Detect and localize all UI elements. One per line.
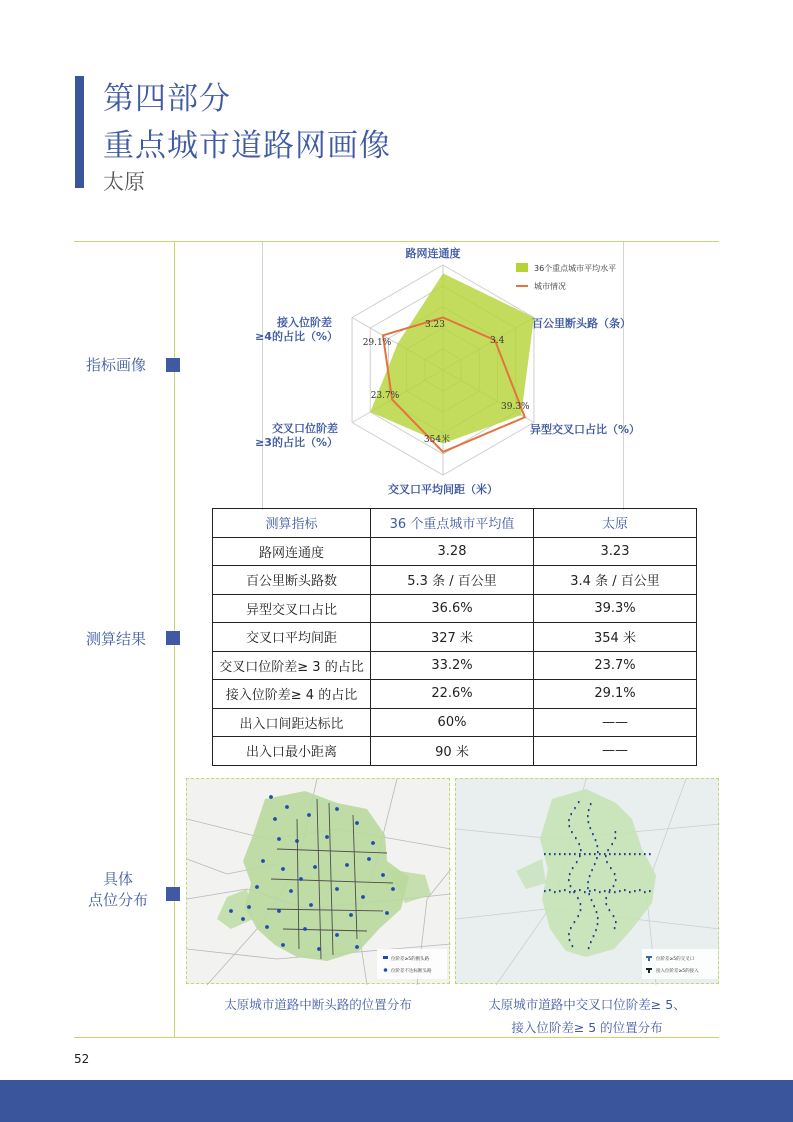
map-deadend-marker bbox=[345, 863, 349, 867]
map-intersection-marker bbox=[589, 875, 591, 877]
map-intersection-marker bbox=[609, 891, 611, 893]
map-deadend-marker bbox=[261, 859, 265, 863]
radar-axis-label-irregular: 异型交叉口占比（%） bbox=[530, 423, 641, 436]
map-intersection-marker bbox=[579, 889, 581, 891]
radar-axis-label-access-line1: 接入位阶差 bbox=[277, 316, 332, 329]
section-marker-indicator bbox=[166, 358, 180, 372]
map-intersection-marker bbox=[588, 809, 590, 811]
map-intersection-marker bbox=[590, 827, 592, 829]
map-deadend-marker bbox=[355, 821, 359, 825]
map-deadend-marker bbox=[285, 805, 289, 809]
radar-data-label: 39.3% bbox=[501, 402, 530, 412]
table-row bbox=[213, 623, 697, 652]
map-intersection-marker bbox=[595, 839, 597, 841]
table-row bbox=[213, 651, 697, 680]
map-intersection-marker bbox=[604, 890, 606, 892]
map-right-legend-2: 接入位阶差≥5的接入 bbox=[656, 969, 699, 974]
map-intersection-marker bbox=[614, 927, 616, 929]
table-cell: 路网连通度 bbox=[213, 537, 371, 566]
map-right-legend-1: 位阶差≥5的交叉口 bbox=[656, 957, 695, 962]
map-intersection-marker bbox=[559, 853, 561, 855]
map-deadend-marker bbox=[361, 895, 365, 899]
table-cell: 327 米 bbox=[371, 623, 534, 652]
map-deadend-marker bbox=[391, 887, 395, 891]
section-label-distribution bbox=[86, 868, 150, 910]
map-intersection-marker bbox=[574, 890, 576, 892]
map-intersection-marker bbox=[611, 843, 613, 845]
map-deadend-roads-image bbox=[187, 779, 451, 985]
map-intersection-marker bbox=[595, 929, 597, 931]
map-intersection-marker bbox=[609, 853, 611, 855]
page-title: 重点城市道路网画像 bbox=[103, 128, 391, 164]
radar-data-label: 3.23 bbox=[424, 320, 446, 330]
map-deadend-marker bbox=[229, 909, 233, 913]
map-intersection-marker bbox=[590, 803, 592, 805]
table-row bbox=[213, 680, 697, 709]
metrics-table bbox=[212, 508, 697, 766]
map-deadend-marker bbox=[313, 865, 317, 869]
map-intersection-marker bbox=[575, 837, 577, 839]
map-intersection-marker bbox=[574, 921, 576, 923]
map-intersection-marker bbox=[588, 893, 590, 895]
map-intersection-marker bbox=[619, 890, 621, 892]
table-header-row bbox=[213, 509, 697, 538]
radar-axis-label-access-line2: ≥4的占比（%） bbox=[255, 330, 338, 343]
map-deadend-marker bbox=[295, 839, 299, 843]
table-row bbox=[213, 737, 697, 766]
map-intersection-marker bbox=[649, 890, 651, 892]
table-cell: 3.28 bbox=[371, 537, 534, 566]
radar-data-label: 23.7% bbox=[370, 391, 400, 401]
map-intersection-marker bbox=[580, 849, 582, 851]
map-intersection-marker bbox=[580, 903, 582, 905]
radar-data-label: 29.1% bbox=[362, 338, 392, 348]
map-intersection-grade bbox=[455, 778, 719, 984]
radar-axis-label-connectivity: 路网连通度 bbox=[405, 247, 461, 260]
section-label-distribution-line1: 具体 bbox=[102, 870, 133, 888]
table-cell: 23.7% bbox=[534, 651, 697, 680]
map-deadend-marker bbox=[335, 887, 339, 891]
map-intersection-marker bbox=[591, 899, 593, 901]
table-header-cell: 36 个重点城市平均值 bbox=[371, 509, 534, 538]
map-deadend-marker bbox=[349, 913, 353, 917]
legend-label-city: 城市情况 bbox=[534, 282, 566, 291]
radar-data-label: 3.4 bbox=[490, 336, 505, 346]
map-intersection-marker bbox=[624, 853, 626, 855]
map-deadend-marker bbox=[367, 857, 371, 861]
map-intersection-marker bbox=[589, 890, 591, 892]
table-cell: 5.3 条 / 百公里 bbox=[371, 566, 534, 595]
map-intersection-marker bbox=[605, 897, 607, 899]
table-cell: 36.6% bbox=[371, 594, 534, 623]
map-deadend-marker bbox=[269, 795, 273, 799]
map-intersection-marker bbox=[634, 890, 636, 892]
table-cell: 百公里断头路数 bbox=[213, 566, 371, 595]
table-cell: 354 米 bbox=[534, 623, 697, 652]
map-intersection-marker bbox=[605, 855, 607, 857]
map-intersection-marker bbox=[576, 861, 578, 863]
table-cell: 33.2% bbox=[371, 651, 534, 680]
map-deadend-marker bbox=[265, 925, 269, 929]
table-row bbox=[213, 566, 697, 595]
map-intersection-marker bbox=[607, 849, 609, 851]
map-intersection-marker bbox=[579, 855, 581, 857]
map-intersection-marker bbox=[577, 915, 579, 917]
map-intersection-marker bbox=[572, 867, 574, 869]
map-deadend-marker bbox=[281, 943, 285, 947]
map-deadend-marker bbox=[355, 945, 359, 949]
radar-chart bbox=[255, 242, 641, 510]
table-cell: 异型交叉口占比 bbox=[213, 594, 371, 623]
map-intersection-marker bbox=[572, 945, 574, 947]
map-intersection-marker bbox=[554, 853, 556, 855]
map-intersection-marker bbox=[597, 845, 599, 847]
map-intersection-marker bbox=[580, 909, 582, 911]
table-cell: 出入口间距达标比 bbox=[213, 708, 371, 737]
map-intersection-marker bbox=[590, 941, 592, 943]
map-intersection-marker bbox=[615, 921, 617, 923]
radar-data-label: 354米 bbox=[423, 435, 451, 445]
map-intersection-marker bbox=[596, 857, 598, 859]
radar-series-average bbox=[370, 273, 534, 443]
map-intersection-marker bbox=[569, 853, 571, 855]
map-intersection-marker bbox=[619, 853, 621, 855]
table-cell: 出入口最小距离 bbox=[213, 737, 371, 766]
map-intersection-marker bbox=[564, 889, 566, 891]
map-intersection-marker bbox=[578, 843, 580, 845]
map-intersection-grade-image bbox=[456, 779, 720, 985]
map-intersection-marker bbox=[615, 831, 617, 833]
table-cell: —— bbox=[534, 737, 697, 766]
map-deadend-marker bbox=[317, 947, 321, 951]
map-deadend-marker bbox=[385, 911, 389, 915]
map-intersection-marker bbox=[574, 853, 576, 855]
map-intersection-marker bbox=[613, 915, 615, 917]
map-intersection-marker bbox=[604, 853, 606, 855]
section-label-result: 测算结果 bbox=[86, 630, 147, 648]
map-intersection-marker bbox=[634, 853, 636, 855]
table-cell: 3.23 bbox=[534, 537, 697, 566]
map-intersection-marker bbox=[570, 813, 572, 815]
map-deadend-marker bbox=[277, 837, 281, 841]
map-intersection-marker bbox=[597, 923, 599, 925]
radar-axis-label-intersection-line1: 交叉口位阶差 bbox=[272, 422, 338, 435]
map-intersection-marker bbox=[589, 853, 591, 855]
section-marker-distribution bbox=[166, 887, 180, 901]
map-intersection-marker bbox=[593, 905, 595, 907]
table-cell: 90 米 bbox=[371, 737, 534, 766]
table-cell: 22.6% bbox=[371, 680, 534, 709]
page-number: 52 bbox=[74, 1052, 90, 1066]
table-cell: 60% bbox=[371, 708, 534, 737]
map-deadend-marker bbox=[281, 867, 285, 871]
map-intersection-marker bbox=[577, 897, 579, 899]
radar-axis-label-deadend: 百公里断头路（条） bbox=[532, 317, 631, 330]
map-intersection-marker bbox=[591, 869, 593, 871]
map-intersection-marker bbox=[615, 837, 617, 839]
map-intersection-marker bbox=[615, 879, 617, 881]
map-intersection-marker bbox=[569, 825, 571, 827]
legend-swatch-average bbox=[516, 263, 528, 272]
map-intersection-marker bbox=[614, 873, 616, 875]
map-deadend-marker bbox=[307, 813, 311, 817]
map-intersection-marker bbox=[639, 889, 641, 891]
section-title: 第四部分 bbox=[103, 81, 231, 117]
map-deadend-roads bbox=[186, 778, 450, 984]
map-intersection-marker bbox=[544, 890, 546, 892]
map-intersection-marker bbox=[599, 853, 601, 855]
table-cell: 3.4 条 / 百公里 bbox=[534, 566, 697, 595]
map-right-caption-line1: 太原城市道路中交叉口位阶差≥ 5、 bbox=[488, 997, 686, 1012]
map-intersection-marker bbox=[597, 917, 599, 919]
map-deadend-marker bbox=[309, 903, 313, 907]
table-row bbox=[213, 594, 697, 623]
map-intersection-marker bbox=[613, 885, 615, 887]
map-intersection-marker bbox=[592, 833, 594, 835]
map-intersection-marker bbox=[614, 853, 616, 855]
table-cell: —— bbox=[534, 708, 697, 737]
title-accent-bar bbox=[75, 76, 84, 188]
map-intersection-marker bbox=[599, 891, 601, 893]
table-cell: 29.1% bbox=[534, 680, 697, 709]
map-intersection-marker bbox=[571, 831, 573, 833]
footer-band bbox=[0, 1080, 793, 1122]
map-intersection-marker bbox=[587, 881, 589, 883]
map-left-legend-1: 位阶差≥5的断头路 bbox=[391, 957, 430, 962]
map-intersection-marker bbox=[569, 873, 571, 875]
map-deadend-marker bbox=[289, 889, 293, 893]
map-intersection-marker bbox=[629, 891, 631, 893]
map-intersection-marker bbox=[579, 853, 581, 855]
map-intersection-marker bbox=[624, 889, 626, 891]
table-cell: 交叉口平均间距 bbox=[213, 623, 371, 652]
table-row bbox=[213, 537, 697, 566]
table-cell: 39.3% bbox=[534, 594, 697, 623]
map-deadend-marker bbox=[277, 909, 281, 913]
map-deadend-marker bbox=[325, 835, 329, 839]
map-intersection-marker bbox=[559, 890, 561, 892]
map-intersection-marker bbox=[569, 891, 571, 893]
map-intersection-marker bbox=[609, 909, 611, 911]
map-intersection-marker bbox=[588, 947, 590, 949]
map-left-legend-2: 位阶差不达标断头路 bbox=[391, 969, 432, 974]
table-cell: 接入位阶差≥ 4 的占比 bbox=[213, 680, 371, 709]
table-row bbox=[213, 708, 697, 737]
map-intersection-marker bbox=[568, 819, 570, 821]
map-intersection-marker bbox=[610, 867, 612, 869]
map-deadend-marker bbox=[381, 873, 385, 877]
map-left-caption: 太原城市道路中断头路的位置分布 bbox=[224, 997, 412, 1012]
map-intersection-marker bbox=[639, 853, 641, 855]
map-intersection-marker bbox=[578, 801, 580, 803]
map-intersection-marker bbox=[644, 853, 646, 855]
table-header-cell: 太原 bbox=[534, 509, 697, 538]
map-intersection-marker bbox=[549, 853, 551, 855]
section-label-distribution-line2: 点位分布 bbox=[87, 891, 148, 909]
map-right-caption-line2: 接入位阶差≥ 5 的位置分布 bbox=[511, 1020, 663, 1035]
map-intersection-marker bbox=[584, 891, 586, 893]
map-intersection-marker bbox=[614, 891, 616, 893]
map-intersection-marker bbox=[588, 821, 590, 823]
section-label-indicator: 指标画像 bbox=[86, 356, 147, 374]
map-deadend-marker bbox=[241, 917, 245, 921]
map-intersection-marker bbox=[594, 853, 596, 855]
map-intersection-marker bbox=[574, 807, 576, 809]
map-deadend-marker bbox=[335, 933, 339, 937]
map-intersection-marker bbox=[593, 935, 595, 937]
city-subtitle: 太原 bbox=[103, 170, 145, 194]
map-intersection-marker bbox=[554, 891, 556, 893]
section-marker-result bbox=[166, 631, 180, 645]
map-intersection-marker bbox=[568, 933, 570, 935]
bottom-rule bbox=[74, 1037, 719, 1038]
table-header-cell: 测算指标 bbox=[213, 509, 371, 538]
map-intersection-marker bbox=[596, 911, 598, 913]
map-intersection-marker bbox=[568, 879, 570, 881]
map-intersection-marker bbox=[594, 863, 596, 865]
table-cell: 交叉口位阶差≥ 3 的占比 bbox=[213, 651, 371, 680]
map-intersection-marker bbox=[569, 939, 571, 941]
map-intersection-marker bbox=[629, 853, 631, 855]
map-intersection-marker bbox=[644, 891, 646, 893]
map-intersection-marker bbox=[597, 851, 599, 853]
map-deadend-marker bbox=[299, 877, 303, 881]
map-intersection-marker bbox=[587, 815, 589, 817]
legend-label-average: 36个重点城市平均水平 bbox=[534, 264, 617, 273]
radar-axis-label-spacing: 交叉口平均间距（米） bbox=[388, 483, 498, 496]
map-deadend-marker bbox=[303, 927, 307, 931]
map-intersection-marker bbox=[570, 885, 572, 887]
map-intersection-marker bbox=[594, 889, 596, 891]
map-deadend-marker bbox=[247, 905, 251, 909]
map-intersection-marker bbox=[570, 927, 572, 929]
map-intersection-marker bbox=[606, 861, 608, 863]
map-intersection-marker bbox=[549, 889, 551, 891]
map-intersection-marker bbox=[649, 853, 651, 855]
map-intersection-marker bbox=[564, 853, 566, 855]
map-deadend-marker bbox=[255, 885, 259, 889]
map-intersection-marker bbox=[584, 853, 586, 855]
radar-axis-label-intersection-line2: ≥3的占比（%） bbox=[255, 436, 338, 449]
map-deadend-marker bbox=[371, 841, 375, 845]
map-intersection-marker bbox=[587, 887, 589, 889]
map-deadend-marker bbox=[335, 807, 339, 811]
map-deadend-marker bbox=[273, 817, 277, 821]
map-intersection-marker bbox=[606, 903, 608, 905]
map-intersection-marker bbox=[544, 853, 546, 855]
map-intersection-marker bbox=[609, 889, 611, 891]
